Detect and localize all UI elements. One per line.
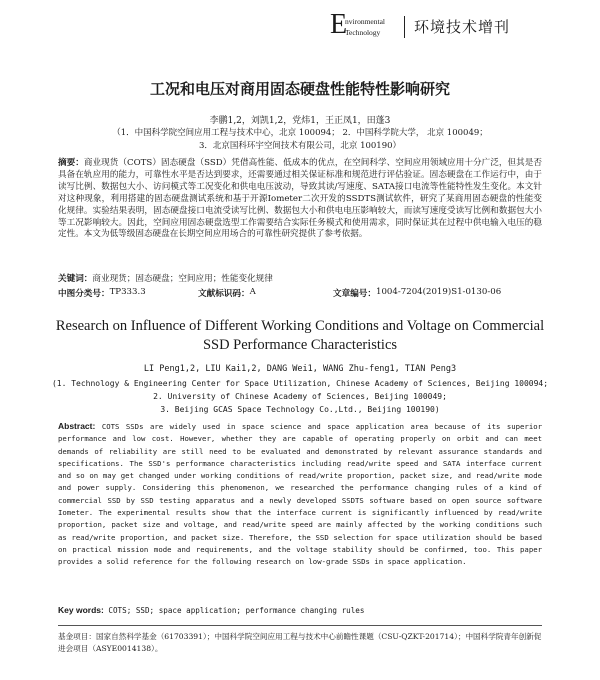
affiliation-en-1: (1. Technology & Engineering Center for Space Utilization, Chinese Academy of Sciences, Beijing 100094; [51, 379, 549, 388]
doc-code-label: 文献标识码： [198, 289, 250, 299]
article-no-label: 文章编号： [333, 289, 376, 299]
clc-label: 中图分类号： [58, 289, 110, 299]
abstract-cn [58, 158, 542, 241]
footnote-rule [58, 625, 542, 626]
authors-en: LI Peng1,2, LIU Kai1,2, DANG Wei1, WANG Zhu-feng1, TIAN Peng3 [143, 364, 457, 374]
abstract-cn-text: 商业现货（COTS）固态硬盘（SSD）凭借高性能、低成本的优点，在空间科学、空间应用领域应用十分广泛，但其是否具备在轨应用的能力，可靠性水平是否达到要求，还需要通过相关保证标准和规范进行评估验证。固态硬盘在工作运行中，由于读写比例、数据包大小、访问模式等工况变化和供电电压波动，导致其读/写速度、SATA接口电流等性能特性发生变化。本文针对这种现象，利用搭建的固态硬盘测试系统和基于开源Iometer二次开发的SSDTS测试软件，研究了某商用固态硬盘的性能变化规律。实验结果表明，固态硬盘接口电流受读写比例、数据包大小和供电电压影响较大，而读写速度受读写比例和数据包大小等工况影响较大。因此，空间应用固态硬盘选型工作需要结合实际任务模式和使用需求，同时保证其在过程中供电输入电压的稳定性。本文为低等级固态硬盘在长期空间应用场合的可靠性研究提供了参考依据。 [58, 158, 542, 240]
affiliation-cn-1: （1．中国科学院空间应用工程与技术中心，北京 100094； 2．中国科学院大学， 北京 100049； [112, 128, 488, 138]
journal-header [0, 10, 600, 46]
logo-letter: E [330, 9, 348, 40]
clc-value: TP333.3 [109, 287, 146, 297]
article-no-value: 1004-7204(2019)S1-0130-06 [375, 287, 502, 297]
keywords-cn [58, 272, 542, 284]
funding-footnote: 基金项目：国家自然科学基金（61703391）；中国科学院空间应用工程与技术中心前瞻性课题（CSU-QZKT-201714）；中国科学院青年创新促进会项目（ASYE0014138）。 [58, 632, 542, 653]
logo-line-2: Technology [345, 28, 381, 37]
keywords-en [58, 605, 542, 615]
abstract-en [58, 420, 542, 569]
logo-divider [404, 16, 405, 38]
abstract-en-text: COTS SSDs are widely used in space science and space application area because of its superior performance and low cost. However, whether they are capable of operating properly on orbit and can meet demands of reliability are still need to be evaluated and demonstrated by relevant assurance standards and specifications. The SSD's performance characteristics including read/write speed and SATA interface current and so on may get changed under working conditions of read/write proportion, packet size, and read/write mode and power supply. Considering this phenomenon, we researched the performance changing rules of a kind of commercial SSD by SSD testing apparatus and a newly developed SSDTS software based on open source software Iometer. The experimental results show that the interface current is significantly influenced by read/write proportion, packet size and voltage, and read/write speed are mainly affected by the working conditions such as read/write proportion, and packet size. Therefore, the SSD selection for space utilization should be based on practical mission mode and requirements, and the voltage stability should be confirmed, too. This paper provides a solid reference for the following research on low-grade SSDs in space application. [58, 422, 542, 567]
abstract-en-label: Abstract: [58, 421, 96, 431]
journal-logo [330, 9, 595, 42]
keywords-en-label: Key words: [58, 605, 104, 615]
paper-title-cn: 工况和电压对商用固态硬盘性能特性影响研究 [149, 80, 450, 98]
affiliation-en-2: 2. University of Chinese Academy of Sciences, Beijing 100049; [153, 392, 447, 401]
abstract-cn-label: 摘要： [58, 158, 84, 168]
classification-line [58, 287, 542, 299]
keywords-en-text: COTS; SSD; space application; performance changing rules [108, 606, 365, 615]
logo-line-1: nvironmental [345, 17, 385, 26]
paper-title-en-line-1: Research on Influence of Different Working Conditions and Voltage on Commercial [55, 318, 545, 334]
affiliation-en-3: 3. Beijing GCAS Space Technology Co.,Ltd., Beijing 100190) [160, 405, 440, 414]
keywords-cn-text: 商业现货；固态硬盘；空间应用；性能变化规律 [92, 274, 273, 284]
authors-cn: 李鹏1,2，刘凯1,2，党炜1，王正凤1，田蓬3 [209, 116, 391, 126]
paper-title-en-line-2: SSD Performance Characteristics [202, 337, 398, 353]
journal-name-cn: 环境技术增刊 [414, 18, 511, 36]
doc-code-value: A [249, 287, 256, 297]
keywords-cn-label: 关键词： [58, 274, 93, 284]
affiliation-cn-2: 3．北京国科环宇空间技术有限公司，北京 100190） [198, 141, 402, 151]
